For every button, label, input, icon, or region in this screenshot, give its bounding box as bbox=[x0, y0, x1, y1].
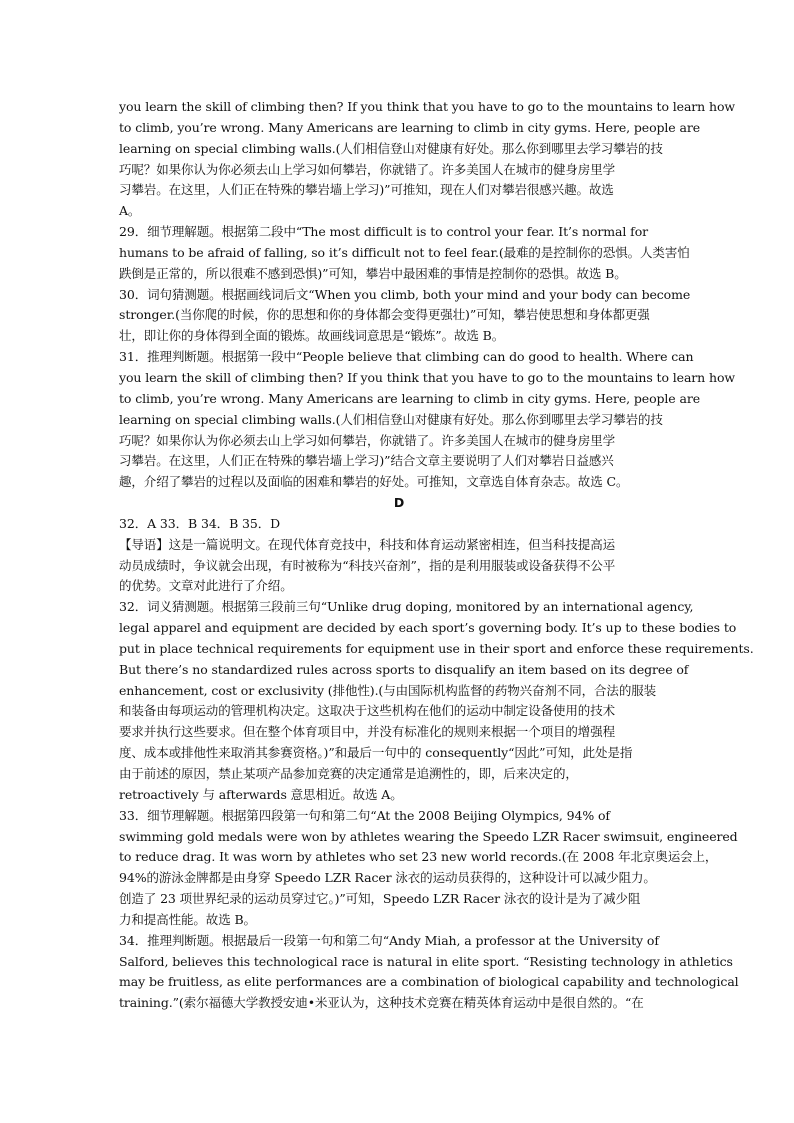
answer-30: 30．词句猜测题。根据画线词后文“When you climb, both your mind and your body can become bbox=[119, 286, 691, 302]
text-line: 习攀岩。在这里，人们正在特殊的攀岩墙上学习)”结合文章主要说明了人们对攀岩日益感兴 bbox=[119, 453, 614, 469]
text-line: 的优势。文章对此进行了介绍。 bbox=[119, 578, 293, 594]
text-line: 要求并执行这些要求。但在整个体育项目中，并没有标准化的规则来根据一个项目的增强程 bbox=[119, 724, 616, 740]
text-line: you learn the skill of climbing then? If you think that you have to go to the mountains to learn how bbox=[119, 369, 735, 385]
text-line: learning on special climbing walls.(人们相信登山对健康有好处。那么你到哪里去学习攀岩的技 bbox=[119, 140, 663, 156]
text-line: enhancement, cost or exclusivity (排他性).(与由国际机构监督的药物兴奋剂不同，合法的服装 bbox=[119, 682, 657, 698]
text-line: training.”(索尔福德大学教授安迪•米亚认为，这种技术竞赛在精英体育运动中是很自然的。“在 bbox=[119, 995, 644, 1011]
text-line: to reduce drag. It was worn by athletes who set 23 new world records.(在 2008 年北京奥运会上， bbox=[119, 849, 718, 865]
text-line: 习攀岩。在这里，人们正在特殊的攀岩墙上学习)”可推知，现在人们对攀岩很感兴趣。故选 bbox=[119, 182, 614, 198]
guide-paragraph: 【导语】这是一篇说明文。在现代体育竞技中，科技和体育运动紧密相连，但当科技提高运 bbox=[119, 536, 616, 552]
text-line: learning on special climbing walls.(人们相信登山对健康有好处。那么你到哪里去学习攀岩的技 bbox=[119, 411, 663, 427]
text-line: 趣，介绍了攀岩的过程以及面临的困难和攀岩的好处。可推知，文章选自体育杂志。故选 C。 bbox=[119, 474, 629, 490]
text-line: Salford, believes this technological race is natural in elite sport. “Resisting technology in athletics bbox=[119, 953, 733, 969]
text-line: 壮，即让你的身体得到全面的锻炼。故画线词意思是“锻炼”。故选 B。 bbox=[119, 328, 505, 344]
text-line: 由于前述的原因，禁止某项产品参加竞赛的决定通常是追溯性的，即，后来决定的， bbox=[119, 766, 578, 781]
text-line: put in place technical requirements for equipment use in their sport and enforce these requirements. bbox=[119, 640, 754, 656]
text-line: 跌倒是正常的，所以很难不感到恐惧)”可知，攀岩中最困难的事情是控制你的恐惧。故选 B。 bbox=[119, 265, 627, 281]
answer-34: 34．推理判断题。根据最后一段第一句和第二句“Andy Miah, a professor at the University of bbox=[119, 932, 659, 948]
text-line: humans to be afraid of falling, so it’s difficult not to feel fear.(最难的是控制你的恐惧。人类害怕 bbox=[119, 244, 690, 260]
answer-29: 29．细节理解题。根据第二段中“The most difficult is to control your fear. It’s normal for bbox=[119, 224, 649, 240]
text-line: 巧呢？如果你认为你必须去山上学习如何攀岩，你就错了。许多美国人在城市的健身房里学 bbox=[119, 432, 616, 448]
text-line: retroactively 与 afterwards 意思相近。故选 A。 bbox=[119, 786, 403, 802]
text-line: 创造了 23 项世界纪录的运动员穿过它。)”可知，Speedo LZR Racer 泳衣的设计是为了减少阻 bbox=[119, 891, 641, 907]
answer-33: 33．细节理解题。根据第四段第一句和第二句“At the 2008 Beijing Olympics, 94% of bbox=[119, 807, 610, 823]
text-line: swimming gold medals were won by athletes wearing the Speedo LZR Racer swimsuit, engineered bbox=[119, 828, 738, 844]
text-line: 动员成绩时，争议就会出现，有时被称为“科技兴奋剂”，指的是利用服装或设备获得不公平 bbox=[119, 557, 616, 573]
text-line: to climb, you’re wrong. Many Americans are learning to climb in city gyms. Here, people are bbox=[119, 390, 700, 406]
text-line: 和装备由每项运动的管理机构决定。这取决于这些机构在他们的运动中制定设备使用的技术 bbox=[119, 703, 616, 719]
section-heading: D bbox=[393, 495, 405, 511]
text-line: you learn the skill of climbing then? If you think that you have to go to the mountains to learn how bbox=[119, 99, 735, 114]
text-line: to climb, you’re wrong. Many Americans are learning to climb in city gyms. Here, people are bbox=[119, 119, 700, 135]
document-body bbox=[119, 97, 754, 1014]
text-line: may be fruitless, as elite performances are a combination of biological capability and technological bbox=[119, 974, 739, 990]
answer-32: 32．词义猜测题。根据第三段前三句“Unlike drug doping, monitored by an international agency, bbox=[119, 599, 694, 615]
text-line: But there’s no standardized rules across sports to disqualify an item based on its degree of bbox=[119, 661, 689, 677]
answer-key: 32．A 33．B 34．B 35．D bbox=[119, 515, 281, 531]
text-line: 巧呢？如果你认为你必须去山上学习如何攀岩，你就错了。许多美国人在城市的健身房里学 bbox=[119, 161, 616, 177]
text-line: A。 bbox=[119, 203, 141, 219]
text-line: 94%的游泳金牌都是由身穿 Speedo LZR Racer 泳衣的运动员获得的，这种设计可以减少阻力。 bbox=[119, 870, 656, 886]
text-line: stronger.(当你爬的时候，你的思想和你的身体都会变得更强壮)”可知，攀岩使思想和身体都更强 bbox=[119, 307, 650, 323]
answer-31: 31．推理判断题。根据第一段中“People believe that climbing can do good to health. Where can bbox=[119, 349, 694, 365]
text-line: legal apparel and equipment are decided by each sport’s governing body. It’s up to these bodies to bbox=[119, 620, 737, 636]
text-line: 度、成本或排他性来取消其参赛资格。)”和最后一句中的 consequently“因此”可知，此处是指 bbox=[119, 745, 633, 761]
text-line: 力和提高性能。故选 B。 bbox=[119, 911, 256, 927]
